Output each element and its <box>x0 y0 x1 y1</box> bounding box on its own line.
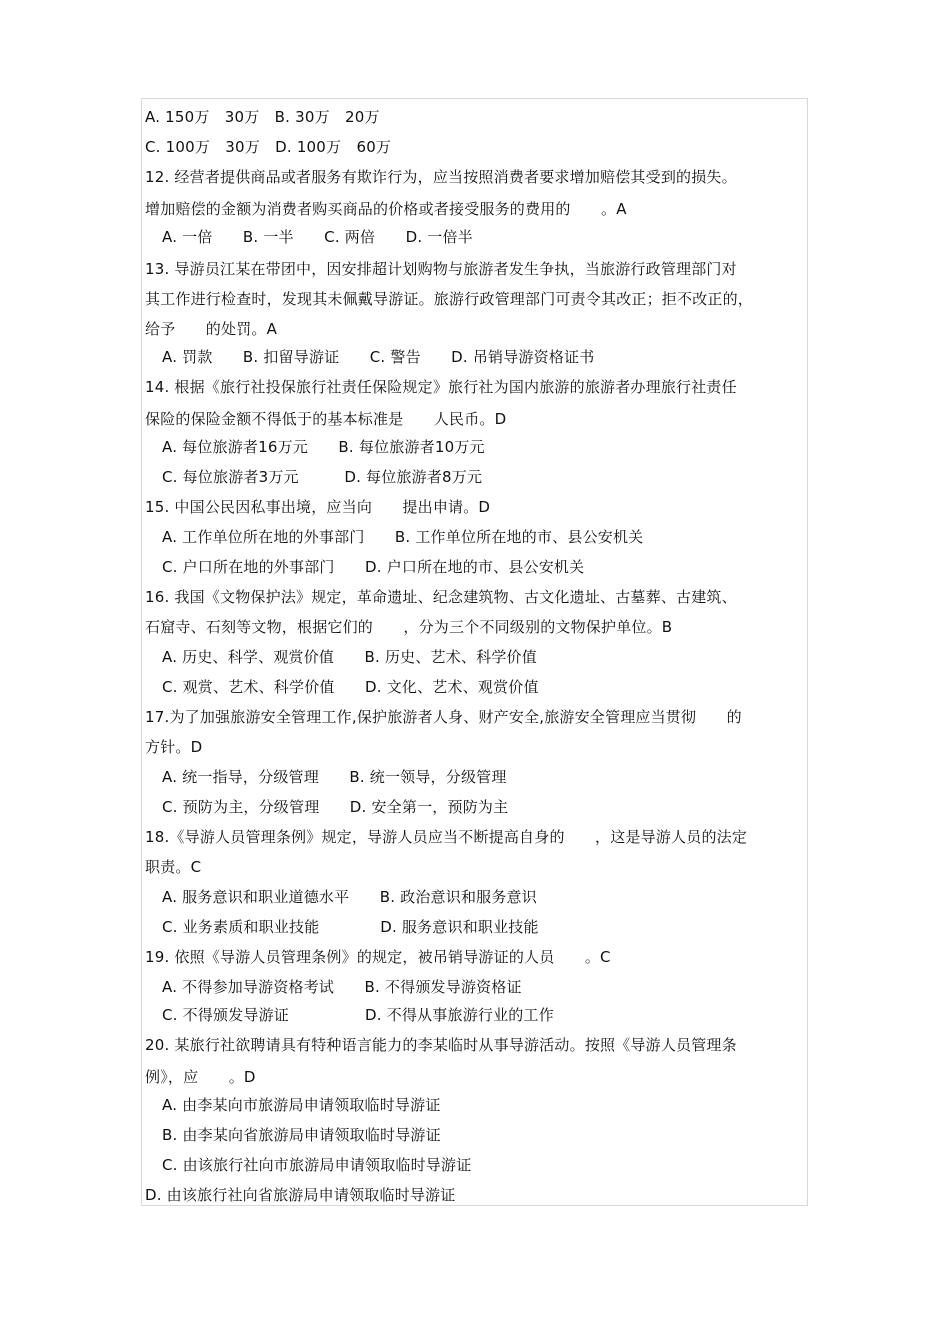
text-line: C. 100万 30万 D. 100万 60万 <box>145 138 392 156</box>
text-line: A. 由李某向市旅游局申请领取临时导游证 <box>162 1096 441 1114</box>
text-line: C. 由该旅行社向市旅游局申请领取临时导游证 <box>162 1156 472 1174</box>
text-line: C. 户口所在地的外事部门 D. 户口所在地的市、县公安机关 <box>162 558 585 576</box>
text-line: 其工作进行检查时，发现其未佩戴导游证。旅游行政管理部门可责令其改正；拒不改正的， <box>145 290 754 308</box>
text-line: 16. 我国《文物保护法》规定，革命遗址、纪念建筑物、古文化遗址、古墓葬、古建筑、 <box>145 588 737 606</box>
text-line: C. 观赏、艺术、科学价值 D. 文化、艺术、观赏价值 <box>162 678 539 696</box>
text-line: C. 预防为主，分级管理 D. 安全第一，预防为主 <box>162 798 509 816</box>
text-line: 14. 根据《旅行社投保旅行社责任保险规定》旅行社为国内旅游的旅游者办理旅行社责任 <box>145 378 737 396</box>
text-line: 例》，应 。D <box>145 1068 256 1086</box>
text-line: A. 统一指导，分级管理 B. 统一领导，分级管理 <box>162 768 507 786</box>
text-line: 20. 某旅行社欲聘请具有特种语言能力的李某临时从事导游活动。按照《导游人员管理条 <box>145 1036 737 1054</box>
text-line: A. 历史、科学、观赏价值 B. 历史、艺术、科学价值 <box>162 648 537 666</box>
text-line: A. 工作单位所在地的外事部门 B. 工作单位所在地的市、县公安机关 <box>162 528 644 546</box>
text-line: 19. 依照《导游人员管理条例》的规定，被吊销导游证的人员 。C <box>145 948 611 966</box>
text-line: A. 一倍 B. 一半 C. 两倍 D. 一倍半 <box>162 228 473 246</box>
text-line: D. 由该旅行社向省旅游局申请领取临时导游证 <box>145 1186 456 1204</box>
text-line: C. 不得颁发导游证 D. 不得从事旅游行业的工作 <box>162 1006 554 1024</box>
text-line: A. 不得参加导游资格考试 B. 不得颁发导游资格证 <box>162 978 522 996</box>
text-line: 方针。D <box>145 738 203 756</box>
text-line: 18.《导游人员管理条例》规定，导游人员应当不断提高自身的 ，这是导游人员的法定 <box>145 828 748 846</box>
text-line: 17.为了加强旅游安全管理工作,保护旅游者人身、财产安全,旅游安全管理应当贯彻 的 <box>145 708 742 726</box>
text-line: A. 罚款 B. 扣留导游证 C. 警告 D. 吊销导游资格证书 <box>162 348 595 366</box>
text-line: C. 每位旅游者3万元 D. 每位旅游者8万元 <box>162 468 483 486</box>
text-line: A. 150万 30万 B. 30万 20万 <box>145 108 380 126</box>
text-line: 保险的保险金额不得低于的基本标准是 人民币。D <box>145 410 507 428</box>
text-line: B. 由李某向省旅游局申请领取临时导游证 <box>162 1126 441 1144</box>
text-line: 给予 的处罚。A <box>145 320 278 338</box>
text-line: 15. 中国公民因私事出境，应当向 提出申请。D <box>145 498 491 516</box>
text-line: A. 每位旅游者16万元 B. 每位旅游者10万元 <box>162 438 485 456</box>
text-line: A. 服务意识和职业道德水平 B. 政治意识和服务意识 <box>162 888 537 906</box>
text-line: 职责。C <box>145 858 202 876</box>
text-line: C. 业务素质和职业技能 D. 服务意识和职业技能 <box>162 918 539 936</box>
text-line: 12. 经营者提供商品或者服务有欺诈行为，应当按照消费者要求增加赔偿其受到的损失。 <box>145 168 737 186</box>
text-line: 13. 导游员江某在带团中，因安排超计划购物与旅游者发生争执，当旅游行政管理部门对 <box>145 260 737 278</box>
text-line: 增加赔偿的金额为消费者购买商品的价格或者接受服务的费用的 。A <box>145 200 627 218</box>
text-line: 石窟寺、石刻等文物，根据它们的 ，分为三个不同级别的文物保护单位。B <box>145 618 673 636</box>
